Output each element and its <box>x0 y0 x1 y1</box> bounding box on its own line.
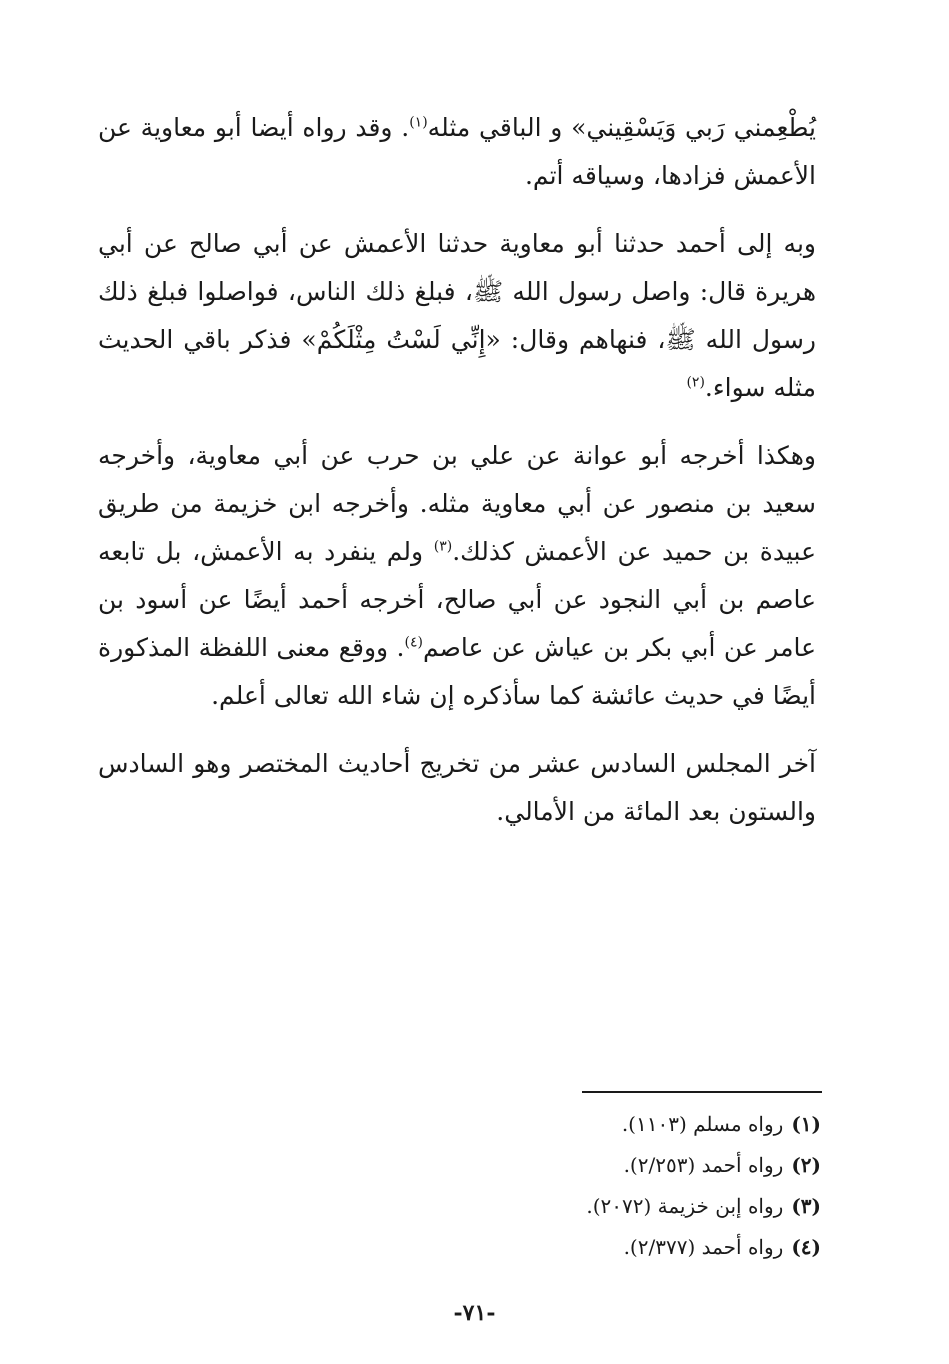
paragraph-3 <box>98 432 816 720</box>
footnote-number: (١) <box>791 1112 821 1136</box>
footnote-item <box>421 1186 821 1227</box>
paragraph-text: ولم ينفرد به الأعمش، بل تابعه عاصم بن أبي النجود عن أبي صالح، أخرجه أحمد أيضًا عن أسود بن عامر عن أبي بكر بن عياش عن عاصم <box>98 537 816 662</box>
footnote-reference: (١) <box>409 114 428 131</box>
paragraph-text: يُطْعِمني رَبي وَيَسْقِيني» و الباقي مثله <box>427 113 816 142</box>
footnote-text: رواه إبن خزيمة (٢٠٧٢). <box>586 1194 784 1218</box>
footnote-text: رواه مسلم (١١٠٣). <box>621 1112 784 1136</box>
footnote-text: رواه أحمد (٢/٢٥٣). <box>623 1153 784 1177</box>
footnotes-section <box>421 1104 821 1268</box>
page-number: -٧١- <box>453 1300 496 1326</box>
footnote-item <box>421 1104 821 1145</box>
footnote-text: رواه أحمد (٢/٣٧٧). <box>623 1235 784 1259</box>
footnote-number: (٤) <box>791 1235 821 1259</box>
paragraph-text: وبه إلى أحمد حدثنا أبو معاوية حدثنا الأعمش عن أبي صالح عن أبي هريرة قال: واصل رسول الله ﷺ، فبلغ ذلك الناس، فواصلوا فبلغ ذلك رسول الله ﷺ، فنهاهم وقال: «إِنِّي لَسْتُ مِثْلَكُمْ» فذكر باقي الحديث مثله سواء. <box>98 229 816 402</box>
paragraph-4 <box>98 740 816 836</box>
footnote-reference: (٢) <box>686 374 705 391</box>
footnote-reference: (٤) <box>404 634 423 651</box>
footnote-separator <box>582 1091 822 1093</box>
paragraph-text: آخر المجلس السادس عشر من تخريج أحاديث المختصر وهو السادس والستون بعد المائة من الأمالي. <box>98 749 816 826</box>
footnote-reference: (٣) <box>433 538 453 555</box>
paragraph-text: . وقد رواه أيضا أبو معاوية عن الأعمش فزادها، وسياقه أتم. <box>98 113 816 190</box>
paragraph-1 <box>98 104 816 200</box>
paragraph-text: . ووقع معنى اللفظة المذكورة أيضًا في حديث عائشة كما سأذكره إن شاء الله تعالى أعلم. <box>98 633 816 710</box>
footnote-number: (٣) <box>791 1194 821 1218</box>
paragraph-2 <box>98 220 816 412</box>
paragraph-text: وهكذا أخرجه أبو عوانة عن علي بن حرب عن أبي معاوية، وأخرجه سعيد بن منصور عن أبي معاوية مثله. وأخرجه ابن خزيمة من طريق عبيدة بن حميد عن الأعمش كذلك. <box>98 441 816 566</box>
main-text <box>98 104 816 856</box>
footnote-number: (٢) <box>791 1153 821 1177</box>
footnote-item <box>421 1227 821 1268</box>
footnote-item <box>421 1145 821 1186</box>
